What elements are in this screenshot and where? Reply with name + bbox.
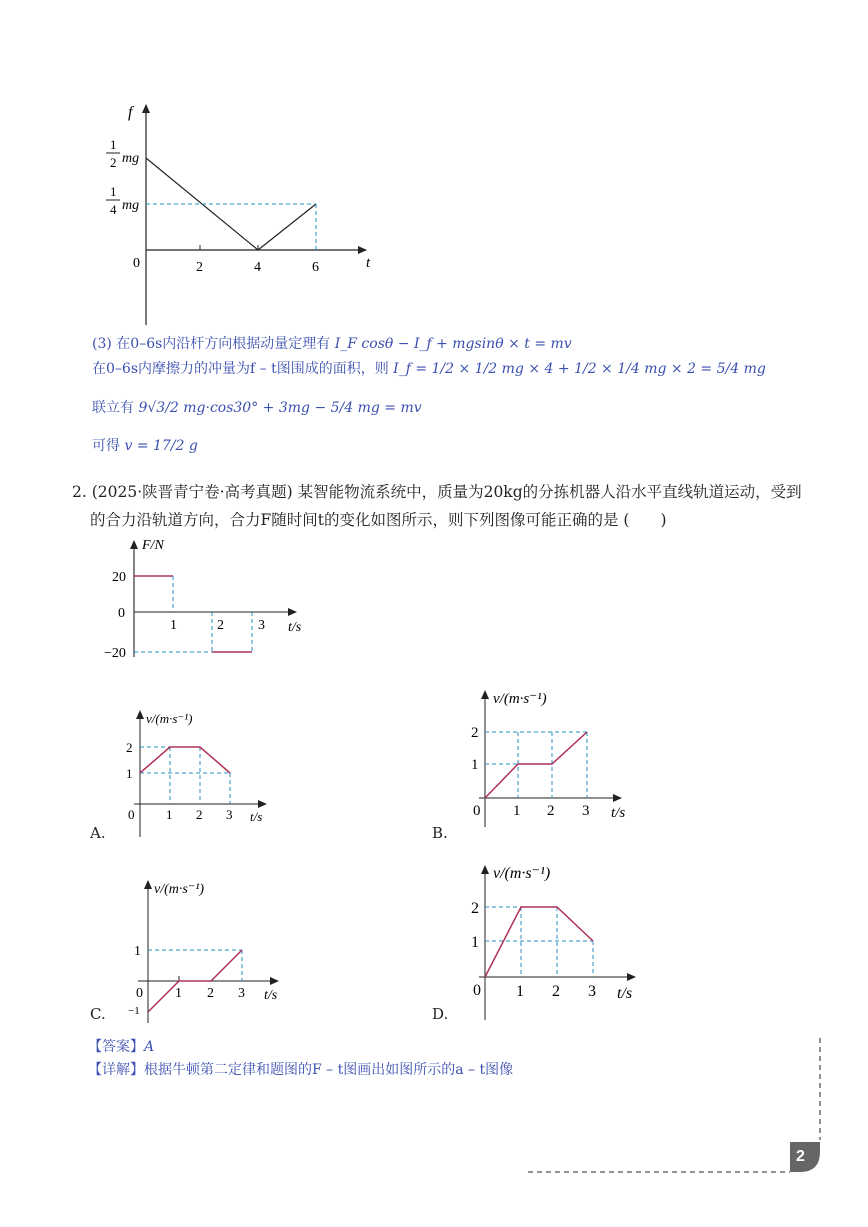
velocity-curve (485, 732, 587, 798)
y-axis-label: v/(m·s⁻¹) (154, 882, 205, 897)
option-a-graph (120, 705, 280, 840)
friction-time-graph (100, 95, 390, 330)
y-tick-0: 0 (118, 606, 125, 621)
solution-line-1 (92, 333, 572, 353)
solution-line-2-formula: I_f = 1/2 × 1/2 mg × 4 + 1/2 × 1/4 mg × 2 = 5/4 mg (393, 361, 766, 377)
y-axis-label: f (128, 104, 133, 121)
answer-label: 【答案】 (88, 1039, 144, 1055)
x-tick-0: 0 (473, 803, 481, 819)
option-d-label[interactable]: D. (432, 1005, 449, 1023)
x-tick-0: 0 (128, 807, 135, 822)
x-tick-6: 6 (312, 260, 319, 275)
y-tick-1: 1 (134, 944, 141, 959)
x-axis-label: t/s (617, 985, 633, 1002)
x-tick-2: 2 (207, 986, 214, 1001)
y-tick-2: 2 (471, 900, 479, 917)
question-line-1 (72, 480, 802, 502)
friction-line-up (258, 204, 316, 250)
question-source: (2025·陕晋青宁卷·高考真题) (91, 483, 293, 501)
option-b-graph (465, 685, 635, 830)
x-tick-2: 2 (196, 260, 203, 275)
x-tick-1: 1 (166, 807, 173, 822)
x-tick-2: 2 (547, 803, 555, 819)
option-c-label[interactable]: C. (90, 1005, 106, 1023)
y-quarter-den: 4 (110, 202, 117, 217)
answer-line (88, 1036, 154, 1056)
origin-label: 0 (133, 256, 140, 271)
x-tick-1: 1 (175, 986, 182, 1001)
y-quarter-num: 1 (110, 184, 117, 199)
x-tick-0: 0 (136, 986, 143, 1001)
detail-label: 【详解】 (88, 1062, 144, 1078)
x-tick-2: 2 (196, 807, 203, 822)
question-line-2 (90, 508, 667, 530)
y-tick-1: 1 (471, 757, 479, 773)
solution-line-4 (92, 435, 198, 455)
solution-line-3-formula: 9√3/2 mg·cos30° + 3mg − 5/4 mg = mv (138, 400, 422, 416)
question-text-2: 的合力沿轨道方向，合力F随时间t的变化如图所示，则下列图像可能正确的是 ( ) (90, 511, 667, 529)
x-tick-3: 3 (226, 807, 233, 822)
solution-line-2 (92, 358, 766, 378)
x-axis-label: t/s (611, 805, 626, 821)
option-d-graph (465, 860, 645, 1025)
x-axis-label: t/s (264, 988, 278, 1003)
y-tick-neg20: −20 (104, 646, 126, 661)
y-tick-1: 1 (126, 766, 133, 781)
x-axis-label: t/s (250, 809, 263, 824)
x-tick-1: 1 (513, 803, 521, 819)
y-tick-20: 20 (112, 570, 126, 585)
question-number: 2. (72, 483, 87, 501)
option-a-label[interactable]: A. (90, 824, 106, 842)
x-tick-1: 1 (516, 983, 524, 1000)
solution-line-4-formula: v = 17/2 g (124, 438, 198, 454)
x-tick-3: 3 (258, 618, 265, 633)
x-axis-label: t/s (288, 620, 302, 635)
x-tick-3: 3 (582, 803, 590, 819)
y-half-den: 2 (110, 155, 117, 170)
y-tick-1: 1 (471, 934, 479, 951)
x-tick-2: 2 (217, 618, 224, 633)
velocity-curve (140, 747, 230, 773)
velocity-curve (485, 907, 593, 977)
page-number: 2 (796, 1148, 805, 1165)
solution-line-3 (92, 397, 422, 417)
x-tick-2: 2 (552, 983, 560, 1000)
x-tick-4: 4 (254, 260, 261, 275)
option-c-graph (128, 875, 293, 1025)
option-b-label[interactable]: B. (432, 824, 448, 842)
force-time-graph (100, 535, 320, 665)
solution-line-1-text: (3) 在0–6s内沿杆方向根据动量定理有 (92, 336, 331, 352)
y-axis-label: v/(m·s⁻¹) (146, 711, 193, 726)
detail-line (88, 1059, 513, 1079)
y-axis-label: v/(m·s⁻¹) (493, 691, 547, 707)
x-tick-3: 3 (238, 986, 245, 1001)
y-half-num: 1 (110, 137, 117, 152)
y-tick-neg1: −1 (128, 1005, 140, 1017)
y-tick-2: 2 (471, 725, 479, 741)
x-tick-1: 1 (170, 618, 177, 633)
y-axis-label: v/(m·s⁻¹) (493, 865, 551, 882)
question-text-1: 某智能物流系统中，质量为20kg的分拣机器人沿水平直线轨道运动，受到 (297, 483, 802, 501)
x-tick-3: 3 (588, 983, 596, 1000)
solution-line-4-text: 可得 (92, 438, 120, 454)
solution-line-2-text: 在0–6s内摩擦力的冲量为f – t图围成的面积，则 (92, 361, 389, 377)
y-tick-2: 2 (126, 740, 133, 755)
y-quarter-unit: mg (122, 198, 140, 213)
answer-value: A (144, 1039, 155, 1055)
solution-line-1-formula: I_F cosθ − I_f + mgsinθ × t = mv (334, 336, 572, 352)
x-tick-0: 0 (473, 982, 481, 999)
y-axis-label: F/N (142, 538, 164, 553)
y-half-unit: mg (122, 151, 140, 166)
x-axis-label: t (366, 255, 371, 271)
detail-text: 根据牛顿第二定律和题图的F – t图画出如图所示的a – t图像 (144, 1062, 514, 1078)
page-corner-decoration (520, 1030, 830, 1180)
solution-line-3-text: 联立有 (92, 400, 134, 416)
